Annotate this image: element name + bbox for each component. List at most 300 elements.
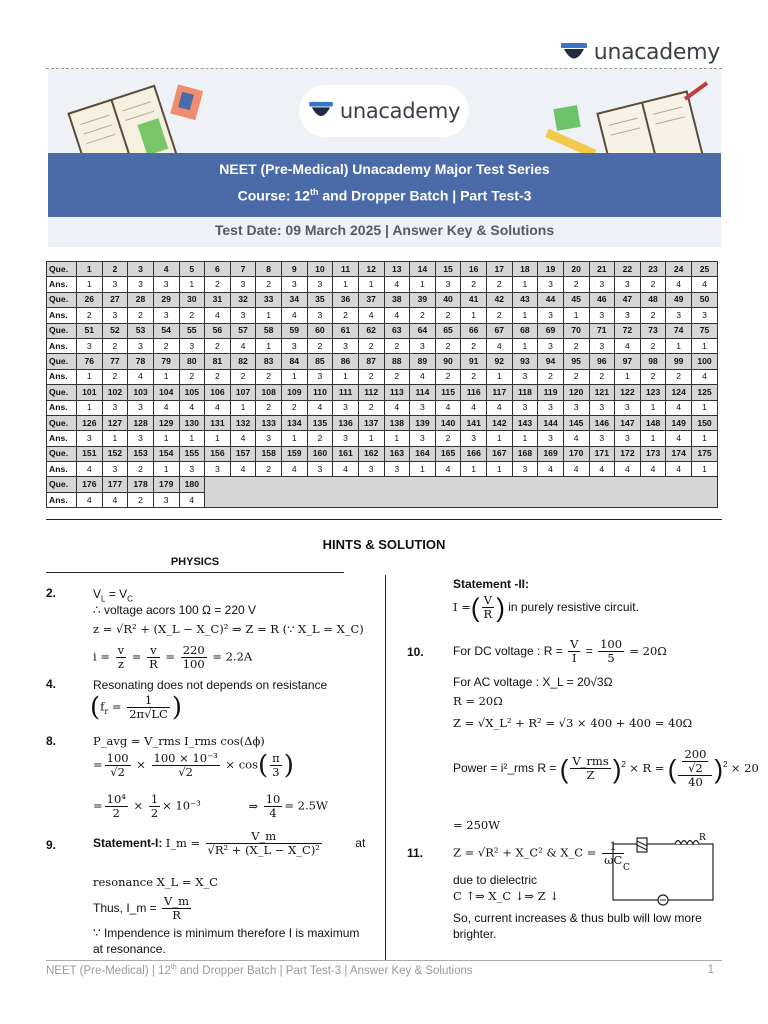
question-row [47, 385, 718, 400]
question-number-cell: 30 [179, 292, 205, 307]
ans-label: Ans. [47, 492, 77, 507]
question-number-cell: 160 [307, 446, 333, 461]
question-number-cell: 116 [461, 385, 487, 400]
physics-rule [46, 572, 344, 573]
question-number-cell: 69 [538, 323, 564, 338]
question-number-cell: 32 [230, 292, 256, 307]
answer-cell: 3 [205, 462, 231, 477]
answer-cell: 4 [615, 338, 641, 353]
question-number-cell: 16 [461, 262, 487, 277]
hints-heading: HINTS & SOLUTION [322, 537, 446, 552]
banner-logo-wordmark: unacademy [339, 99, 461, 123]
question-number-cell: 87 [358, 354, 384, 369]
question-number-cell: 53 [128, 323, 154, 338]
answer-cell: 2 [179, 369, 205, 384]
answer-cell: 1 [615, 369, 641, 384]
answer-cell: 4 [282, 308, 308, 323]
answer-cell: 3 [538, 308, 564, 323]
question-row [47, 262, 718, 277]
question-number-cell: 107 [230, 385, 256, 400]
circuit-diagram [607, 832, 719, 908]
question-number-cell: 96 [589, 354, 615, 369]
answer-cell: 4 [153, 400, 179, 415]
answer-cell: 2 [640, 338, 666, 353]
question-number-cell: 106 [205, 385, 231, 400]
answer-cell: 4 [487, 400, 513, 415]
question-number-cell: 151 [77, 446, 103, 461]
question-number-cell: 83 [256, 354, 282, 369]
answer-cell: 4 [692, 277, 718, 292]
q10-dc: For DC voltage : R = $\frac{V}{I}$ = $\frac{100}{5}$ = 20Ω [453, 637, 667, 666]
question-number-cell: 108 [256, 385, 282, 400]
question-number-cell: 78 [128, 354, 154, 369]
question-number-cell: 56 [205, 323, 231, 338]
question-number-cell: 114 [410, 385, 436, 400]
answer-row [47, 277, 718, 292]
question-number-cell: 123 [640, 385, 666, 400]
question-number-cell: 4 [153, 262, 179, 277]
answer-cell: 1 [487, 462, 513, 477]
answer-cell: 4 [461, 400, 487, 415]
q9-statement1: Statement-I: I_m = $\frac{V\_m}{\text{√R² + (X\_L − X\_C)²}}$ at [93, 829, 366, 858]
answer-cell: 3 [256, 431, 282, 446]
question-number-cell: 125 [692, 385, 718, 400]
answer-cell: 3 [615, 431, 641, 446]
question-number-cell: 8 [256, 262, 282, 277]
answer-cell: 4 [589, 462, 615, 477]
question-number-cell: 121 [589, 385, 615, 400]
page-number: 1 [707, 964, 714, 976]
question-number-cell: 27 [102, 292, 128, 307]
question-number-cell: 135 [307, 415, 333, 430]
question-number-cell: 42 [487, 292, 513, 307]
que-label: Que. [47, 385, 77, 400]
question-number-cell: 180 [179, 477, 205, 492]
column-divider [385, 575, 386, 960]
question-number-cell: 70 [563, 323, 589, 338]
answer-cell: 1 [77, 369, 103, 384]
answer-cell: 2 [333, 308, 359, 323]
question-number-cell: 48 [640, 292, 666, 307]
question-number-cell: 66 [461, 323, 487, 338]
question-number-cell: 173 [640, 446, 666, 461]
question-number-cell: 44 [538, 292, 564, 307]
answer-cell: 2 [128, 308, 154, 323]
empty-filler-cell [205, 477, 718, 508]
question-number-cell: 152 [102, 446, 128, 461]
answer-cell: 3 [179, 338, 205, 353]
q2-line3: z = √R² + (X_L − X_C)² ⇒ Z = R (∵ X_L = X_C) [93, 622, 364, 636]
question-number-cell: 17 [487, 262, 513, 277]
question-number-cell: 142 [487, 415, 513, 430]
question-number-cell: 175 [692, 446, 718, 461]
question-row [47, 354, 718, 369]
question-number-cell: 85 [307, 354, 333, 369]
question-number-cell: 47 [615, 292, 641, 307]
answer-cell: 2 [384, 369, 410, 384]
question-number-cell: 122 [615, 385, 641, 400]
question-number-cell: 97 [615, 354, 641, 369]
answer-cell: 4 [384, 400, 410, 415]
question-number-cell: 174 [666, 446, 692, 461]
answer-cell: 1 [333, 369, 359, 384]
question-number-cell: 10 [307, 262, 333, 277]
q11-line3: C ↑⇒ X_C ↓⇒ Z ↓ [453, 889, 559, 903]
question-number-cell: 111 [333, 385, 359, 400]
answer-cell: 3 [410, 431, 436, 446]
question-number-cell: 67 [487, 323, 513, 338]
answer-cell: 1 [410, 462, 436, 477]
answer-cell: 1 [512, 338, 538, 353]
question-number-cell: 92 [487, 354, 513, 369]
question-number-cell: 104 [153, 385, 179, 400]
test-date: Test Date: 09 March 2025 | Answer Key & Solutions [214, 222, 555, 238]
answer-cell: 3 [692, 308, 718, 323]
answer-cell: 2 [358, 369, 384, 384]
answer-cell: 3 [589, 431, 615, 446]
answer-cell: 4 [538, 462, 564, 477]
footer-rule [46, 960, 722, 961]
q2-number: 2. [46, 586, 57, 600]
question-number-cell: 35 [307, 292, 333, 307]
q9-line3: Thus, I_m = $\frac{V\_m}{R}$ [93, 894, 190, 923]
answer-cell: 1 [102, 431, 128, 446]
question-number-cell: 40 [435, 292, 461, 307]
answer-cell: 4 [666, 462, 692, 477]
question-number-cell: 127 [102, 415, 128, 430]
answer-cell: 4 [77, 492, 103, 507]
answer-cell: 1 [77, 277, 103, 292]
answer-cell: 2 [256, 462, 282, 477]
answer-cell: 3 [589, 277, 615, 292]
ans-label: Ans. [47, 431, 77, 446]
question-number-cell: 41 [461, 292, 487, 307]
q11-line1: Z = √R² + X_C² & X_C = $\frac{1}{\omega C}$ [453, 839, 623, 868]
question-number-cell: 31 [205, 292, 231, 307]
question-number-cell: 81 [205, 354, 231, 369]
question-number-cell: 72 [615, 323, 641, 338]
answer-cell: 4 [230, 462, 256, 477]
question-number-cell: 94 [538, 354, 564, 369]
q9-number: 9. [46, 838, 57, 852]
question-number-cell: 95 [563, 354, 589, 369]
statement2-label: Statement -II: [453, 577, 530, 591]
q8-line1: P_avg = V_rms I_rms cos(Δϕ) [93, 734, 265, 748]
q10-z: Z = √X_L² + R² = √3 × 400 + 400 = 40Ω [453, 716, 693, 730]
capacitor-label: C [623, 863, 630, 873]
answer-cell: 1 [692, 400, 718, 415]
question-number-cell: 138 [384, 415, 410, 430]
question-number-cell: 19 [538, 262, 564, 277]
answer-cell: 1 [563, 308, 589, 323]
answer-cell: 4 [102, 492, 128, 507]
answer-cell: 1 [692, 431, 718, 446]
question-number-cell: 39 [410, 292, 436, 307]
question-number-cell: 178 [128, 477, 154, 492]
answer-cell: 1 [384, 431, 410, 446]
que-label: Que. [47, 446, 77, 461]
answer-cell: 3 [179, 462, 205, 477]
question-number-cell: 38 [384, 292, 410, 307]
answer-cell: 2 [205, 277, 231, 292]
question-number-cell: 132 [230, 415, 256, 430]
answer-cell: 1 [410, 277, 436, 292]
question-number-cell: 91 [461, 354, 487, 369]
question-number-cell: 153 [128, 446, 154, 461]
question-number-cell: 159 [282, 446, 308, 461]
answer-cell: 3 [563, 400, 589, 415]
answer-cell: 4 [77, 462, 103, 477]
question-number-cell: 137 [358, 415, 384, 430]
question-number-cell: 45 [563, 292, 589, 307]
answer-cell: 2 [538, 369, 564, 384]
q10-ac: For AC voltage : X_L = 20√3Ω [453, 675, 613, 689]
question-number-cell: 24 [666, 262, 692, 277]
answer-cell: 2 [102, 338, 128, 353]
answer-cell: 1 [512, 277, 538, 292]
answer-cell: 2 [666, 369, 692, 384]
question-number-cell: 118 [512, 385, 538, 400]
question-number-cell: 3 [128, 262, 154, 277]
question-number-cell: 75 [692, 323, 718, 338]
answer-cell: 2 [435, 308, 461, 323]
answer-cell: 3 [102, 277, 128, 292]
question-number-cell: 65 [435, 323, 461, 338]
question-number-cell: 166 [461, 446, 487, 461]
answer-cell: 1 [512, 431, 538, 446]
answer-cell: 1 [512, 308, 538, 323]
answer-cell: 2 [230, 369, 256, 384]
answer-cell: 2 [640, 308, 666, 323]
question-number-cell: 62 [358, 323, 384, 338]
answer-cell: 4 [179, 400, 205, 415]
question-row [47, 323, 718, 338]
q10-number: 10. [407, 645, 424, 659]
question-number-cell: 84 [282, 354, 308, 369]
answer-cell: 4 [563, 462, 589, 477]
answer-row [47, 431, 718, 446]
question-number-cell: 52 [102, 323, 128, 338]
question-number-cell: 79 [153, 354, 179, 369]
question-number-cell: 37 [358, 292, 384, 307]
question-number-cell: 113 [384, 385, 410, 400]
que-label: Que. [47, 354, 77, 369]
answer-cell: 3 [666, 308, 692, 323]
question-number-cell: 59 [282, 323, 308, 338]
que-label: Que. [47, 262, 77, 277]
question-number-cell: 98 [640, 354, 666, 369]
test-series-title: NEET (Pre-Medical) Unacademy Major Test Series [219, 161, 550, 177]
answer-cell: 4 [563, 431, 589, 446]
banner-logo-pill [299, 85, 469, 137]
question-number-cell: 164 [410, 446, 436, 461]
answer-cell: 4 [435, 462, 461, 477]
question-number-cell: 128 [128, 415, 154, 430]
answer-row [47, 369, 718, 384]
answer-cell: 2 [589, 369, 615, 384]
question-number-cell: 169 [538, 446, 564, 461]
q2-line1: $V_L = V_C$ [93, 587, 133, 604]
question-number-cell: 115 [435, 385, 461, 400]
answer-cell: 3 [512, 462, 538, 477]
answer-cell: 3 [153, 492, 179, 507]
q11-number: 11. [407, 846, 424, 860]
answer-cell: 4 [666, 400, 692, 415]
answer-cell: 3 [153, 308, 179, 323]
question-number-cell: 58 [256, 323, 282, 338]
answer-cell: 2 [205, 369, 231, 384]
answer-cell: 4 [205, 400, 231, 415]
answer-cell: 2 [256, 277, 282, 292]
answer-cell: 2 [461, 338, 487, 353]
question-number-cell: 50 [692, 292, 718, 307]
answer-cell: 2 [179, 308, 205, 323]
answer-cell: 2 [640, 369, 666, 384]
question-number-cell: 68 [512, 323, 538, 338]
question-number-cell: 162 [358, 446, 384, 461]
question-number-cell: 63 [384, 323, 410, 338]
answer-cell: 4 [307, 400, 333, 415]
question-number-cell: 76 [77, 354, 103, 369]
question-number-cell: 167 [487, 446, 513, 461]
answer-cell: 4 [384, 308, 410, 323]
question-number-cell: 145 [563, 415, 589, 430]
answer-cell: 4 [358, 308, 384, 323]
question-number-cell: 126 [77, 415, 103, 430]
answer-cell: 3 [410, 338, 436, 353]
answer-cell: 3 [128, 400, 154, 415]
answer-cell: 4 [692, 369, 718, 384]
question-number-cell: 141 [461, 415, 487, 430]
answer-cell: 3 [307, 277, 333, 292]
answer-cell: 3 [102, 308, 128, 323]
answer-cell: 2 [461, 277, 487, 292]
question-number-cell: 25 [692, 262, 718, 277]
answer-cell: 4 [487, 338, 513, 353]
question-number-cell: 105 [179, 385, 205, 400]
answer-cell: 2 [461, 369, 487, 384]
physics-heading: PHYSICS [170, 556, 220, 568]
question-row [47, 446, 718, 461]
answer-cell: 1 [153, 369, 179, 384]
question-number-cell: 129 [153, 415, 179, 430]
answer-cell: 3 [153, 277, 179, 292]
question-number-cell: 51 [77, 323, 103, 338]
question-number-cell: 146 [589, 415, 615, 430]
answer-cell: 3 [384, 462, 410, 477]
question-number-cell: 15 [435, 262, 461, 277]
question-number-cell: 165 [435, 446, 461, 461]
question-row [47, 477, 718, 492]
question-number-cell: 172 [615, 446, 641, 461]
question-number-cell: 158 [256, 446, 282, 461]
question-number-cell: 120 [563, 385, 589, 400]
question-number-cell: 177 [102, 477, 128, 492]
question-number-cell: 168 [512, 446, 538, 461]
q4-text: Resonating does not depends on resistance [93, 678, 328, 692]
question-number-cell: 73 [640, 323, 666, 338]
answer-cell: 2 [102, 369, 128, 384]
question-number-cell: 179 [153, 477, 179, 492]
answer-cell: 2 [640, 277, 666, 292]
question-number-cell: 176 [77, 477, 103, 492]
q10-result: = 250W [453, 818, 501, 832]
question-number-cell: 86 [333, 354, 359, 369]
unacademy-logo-icon [560, 42, 588, 64]
answer-cell: 1 [205, 431, 231, 446]
answer-row [47, 400, 718, 415]
answer-cell: 4 [640, 462, 666, 477]
ans-label: Ans. [47, 338, 77, 353]
question-number-cell: 157 [230, 446, 256, 461]
question-number-cell: 34 [282, 292, 308, 307]
answer-cell: 4 [435, 400, 461, 415]
question-number-cell: 64 [410, 323, 436, 338]
answer-cell: 3 [435, 277, 461, 292]
answer-cell: 2 [256, 369, 282, 384]
answer-cell: 3 [512, 400, 538, 415]
answer-cell: 2 [563, 338, 589, 353]
question-number-cell: 43 [512, 292, 538, 307]
answer-cell: 3 [128, 338, 154, 353]
question-number-cell: 156 [205, 446, 231, 461]
answer-cell: 2 [256, 400, 282, 415]
q8-number: 8. [46, 734, 57, 748]
resistor-label: R [699, 833, 706, 843]
answer-cell: 2 [410, 308, 436, 323]
answer-cell: 3 [307, 369, 333, 384]
answer-cell: 2 [128, 492, 154, 507]
answer-cell: 1 [461, 462, 487, 477]
answer-cell: 3 [282, 277, 308, 292]
answer-cell: 1 [692, 338, 718, 353]
question-number-cell: 49 [666, 292, 692, 307]
answer-cell: 3 [615, 400, 641, 415]
answer-cell: 3 [333, 431, 359, 446]
que-label: Que. [47, 323, 77, 338]
answer-row [47, 338, 718, 353]
answer-cell: 3 [128, 277, 154, 292]
question-number-cell: 134 [282, 415, 308, 430]
answer-cell: 3 [358, 462, 384, 477]
ans-label: Ans. [47, 462, 77, 477]
question-row [47, 292, 718, 307]
answer-cell: 3 [512, 369, 538, 384]
question-number-cell: 99 [666, 354, 692, 369]
q11-line2: due to dielectric [453, 873, 538, 887]
question-number-cell: 88 [384, 354, 410, 369]
answer-cell: 1 [666, 338, 692, 353]
question-number-cell: 2 [102, 262, 128, 277]
question-number-cell: 148 [640, 415, 666, 430]
question-number-cell: 163 [384, 446, 410, 461]
question-number-cell: 80 [179, 354, 205, 369]
question-row [47, 415, 718, 430]
question-number-cell: 112 [358, 385, 384, 400]
question-number-cell: 133 [256, 415, 282, 430]
answer-cell: 1 [358, 431, 384, 446]
question-number-cell: 136 [333, 415, 359, 430]
question-number-cell: 131 [205, 415, 231, 430]
question-number-cell: 12 [358, 262, 384, 277]
question-number-cell: 5 [179, 262, 205, 277]
answer-cell: 4 [205, 308, 231, 323]
answer-cell: 2 [282, 400, 308, 415]
answer-cell: 4 [179, 492, 205, 507]
answer-cell: 3 [538, 338, 564, 353]
answer-cell: 4 [230, 338, 256, 353]
answer-cell: 3 [307, 462, 333, 477]
